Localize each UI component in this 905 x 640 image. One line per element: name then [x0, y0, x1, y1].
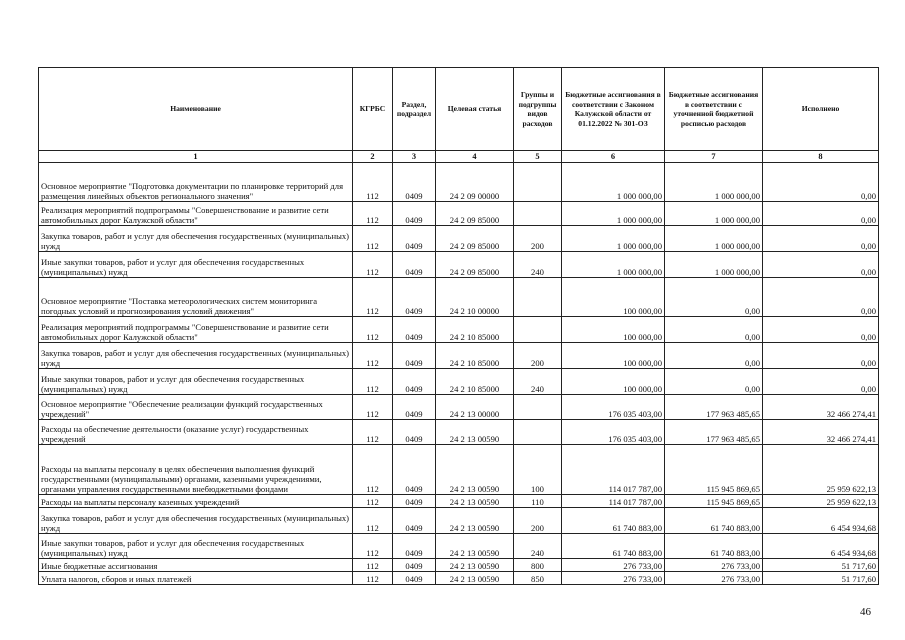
row-section: 0409 — [393, 202, 436, 226]
row-name: Реализация мероприятий подпрограммы "Совершенствование и развитие сети автомобильных дорог Калужской области" — [39, 317, 353, 343]
row-name: Реализация мероприятий подпрограммы "Совершенствование и развитие сети автомобильных дорог Калужской области" — [39, 202, 353, 226]
row-executed-amount: 32 466 274,41 — [763, 420, 879, 445]
row-group: 240 — [514, 369, 562, 395]
row-section: 0409 — [393, 252, 436, 278]
row-target: 24 2 09 85000 — [436, 252, 514, 278]
row-group: 800 — [514, 559, 562, 572]
row-name: Закупка товаров, работ и услуг для обеспечения государственных (муниципальных) нужд — [39, 343, 353, 369]
row-group: 240 — [514, 252, 562, 278]
row-name: Закупка товаров, работ и услуг для обеспечения государственных (муниципальных) нужд — [39, 226, 353, 252]
row-refined-amount: 276 733,00 — [665, 572, 763, 585]
header-name: Наименование — [39, 68, 353, 151]
row-section: 0409 — [393, 559, 436, 572]
row-section: 0409 — [393, 395, 436, 420]
table-row — [39, 445, 879, 495]
row-kgrbs: 112 — [353, 395, 393, 420]
row-name: Расходы на выплаты персоналу казенных учреждений — [39, 495, 353, 508]
row-refined-amount: 61 740 883,00 — [665, 534, 763, 559]
table-row — [39, 343, 879, 369]
row-refined-amount: 61 740 883,00 — [665, 508, 763, 534]
row-group: 200 — [514, 226, 562, 252]
table-row — [39, 202, 879, 226]
row-refined-amount: 1 000 000,00 — [665, 252, 763, 278]
row-kgrbs: 112 — [353, 252, 393, 278]
row-kgrbs: 112 — [353, 559, 393, 572]
row-kgrbs: 112 — [353, 317, 393, 343]
row-target: 24 2 09 00000 — [436, 163, 514, 202]
row-executed-amount: 0,00 — [763, 317, 879, 343]
header-row — [39, 68, 879, 151]
row-law-amount: 61 740 883,00 — [562, 508, 665, 534]
row-section: 0409 — [393, 278, 436, 317]
table-row — [39, 278, 879, 317]
row-group — [514, 395, 562, 420]
row-kgrbs: 112 — [353, 420, 393, 445]
row-law-amount: 100 000,00 — [562, 369, 665, 395]
row-refined-amount: 276 733,00 — [665, 559, 763, 572]
row-kgrbs: 112 — [353, 343, 393, 369]
row-executed-amount: 0,00 — [763, 202, 879, 226]
row-name: Иные закупки товаров, работ и услуг для обеспечения государственных (муниципальных) нужд — [39, 369, 353, 395]
row-kgrbs: 112 — [353, 572, 393, 585]
row-law-amount: 176 035 403,00 — [562, 395, 665, 420]
row-refined-amount: 177 963 485,65 — [665, 420, 763, 445]
row-executed-amount: 6 454 934,68 — [763, 534, 879, 559]
row-refined-amount: 0,00 — [665, 278, 763, 317]
row-group: 110 — [514, 495, 562, 508]
row-executed-amount: 0,00 — [763, 343, 879, 369]
table-row — [39, 226, 879, 252]
row-executed-amount: 0,00 — [763, 252, 879, 278]
header-groups: Группы и подгруппы видов расходов — [514, 68, 562, 151]
page-number: 46 — [860, 606, 871, 618]
row-target: 24 2 09 85000 — [436, 202, 514, 226]
table-row — [39, 317, 879, 343]
column-number-row — [39, 151, 879, 163]
row-name: Иные бюджетные ассигнования — [39, 559, 353, 572]
row-refined-amount: 115 945 869,65 — [665, 445, 763, 495]
header-executed: Исполнено — [763, 68, 879, 151]
table-row — [39, 559, 879, 572]
table-row — [39, 572, 879, 585]
row-executed-amount: 51 717,60 — [763, 572, 879, 585]
row-section: 0409 — [393, 369, 436, 395]
row-refined-amount: 1 000 000,00 — [665, 226, 763, 252]
row-executed-amount: 0,00 — [763, 163, 879, 202]
header-target: Целевая статья — [436, 68, 514, 151]
row-target: 24 2 09 85000 — [436, 226, 514, 252]
row-law-amount: 114 017 787,00 — [562, 495, 665, 508]
row-group: 240 — [514, 534, 562, 559]
row-refined-amount: 1 000 000,00 — [665, 202, 763, 226]
row-refined-amount: 0,00 — [665, 343, 763, 369]
row-law-amount: 100 000,00 — [562, 317, 665, 343]
col-number: 6 — [562, 151, 665, 163]
table-body — [39, 163, 879, 585]
row-name: Закупка товаров, работ и услуг для обеспечения государственных (муниципальных) нужд — [39, 508, 353, 534]
row-target: 24 2 13 00590 — [436, 559, 514, 572]
row-name: Расходы на выплаты персоналу в целях обеспечения выполнения функций государственными (муниципальными) органами, казенными учреждениями, органами управления государственными внебюджетными фондами — [39, 445, 353, 495]
row-target: 24 2 13 00590 — [436, 495, 514, 508]
col-number: 4 — [436, 151, 514, 163]
row-target: 24 2 10 85000 — [436, 343, 514, 369]
row-law-amount: 276 733,00 — [562, 572, 665, 585]
row-target: 24 2 10 85000 — [436, 369, 514, 395]
table-row — [39, 534, 879, 559]
row-target: 24 2 13 00590 — [436, 534, 514, 559]
row-refined-amount: 177 963 485,65 — [665, 395, 763, 420]
table-row — [39, 252, 879, 278]
row-executed-amount: 0,00 — [763, 369, 879, 395]
table-row — [39, 495, 879, 508]
row-law-amount: 1 000 000,00 — [562, 226, 665, 252]
row-section: 0409 — [393, 508, 436, 534]
budget-table — [38, 67, 879, 585]
row-section: 0409 — [393, 343, 436, 369]
row-group — [514, 420, 562, 445]
col-number: 7 — [665, 151, 763, 163]
row-target: 24 2 13 00590 — [436, 572, 514, 585]
row-group: 200 — [514, 343, 562, 369]
row-target: 24 2 13 00590 — [436, 445, 514, 495]
col-number: 2 — [353, 151, 393, 163]
header-kgrbs: КГРБС — [353, 68, 393, 151]
row-law-amount: 61 740 883,00 — [562, 534, 665, 559]
row-refined-amount: 0,00 — [665, 369, 763, 395]
table-row — [39, 395, 879, 420]
header-section: Раздел, подраздел — [393, 68, 436, 151]
row-group: 200 — [514, 508, 562, 534]
row-executed-amount: 0,00 — [763, 278, 879, 317]
row-section: 0409 — [393, 420, 436, 445]
row-name: Расходы на обеспечение деятельности (оказание услуг) государственных учреждений — [39, 420, 353, 445]
col-number: 1 — [39, 151, 353, 163]
row-kgrbs: 112 — [353, 163, 393, 202]
row-kgrbs: 112 — [353, 508, 393, 534]
row-law-amount: 100 000,00 — [562, 278, 665, 317]
header-law: Бюджетные ассигнования в соответствии с Законом Калужской области от 01.12.2022 № 301-ОЗ — [562, 68, 665, 151]
row-group — [514, 317, 562, 343]
row-law-amount: 1 000 000,00 — [562, 252, 665, 278]
row-target: 24 2 10 00000 — [436, 278, 514, 317]
header-refined: Бюджетные ассигнования в соответствии с уточненной бюджетной росписью расходов — [665, 68, 763, 151]
row-section: 0409 — [393, 445, 436, 495]
row-law-amount: 276 733,00 — [562, 559, 665, 572]
row-name: Основное мероприятие "Подготовка документации по планировке территорий для размещения линейных объектов регионального значения" — [39, 163, 353, 202]
row-group: 100 — [514, 445, 562, 495]
row-group — [514, 202, 562, 226]
row-executed-amount: 0,00 — [763, 226, 879, 252]
table-row — [39, 369, 879, 395]
row-target: 24 2 13 00590 — [436, 508, 514, 534]
row-law-amount: 114 017 787,00 — [562, 445, 665, 495]
row-kgrbs: 112 — [353, 226, 393, 252]
row-section: 0409 — [393, 534, 436, 559]
row-group — [514, 163, 562, 202]
row-target: 24 2 13 00000 — [436, 395, 514, 420]
row-refined-amount: 1 000 000,00 — [665, 163, 763, 202]
row-kgrbs: 112 — [353, 278, 393, 317]
budget-table-container — [38, 67, 878, 585]
table-row — [39, 163, 879, 202]
row-section: 0409 — [393, 163, 436, 202]
row-section: 0409 — [393, 317, 436, 343]
row-section: 0409 — [393, 226, 436, 252]
row-group — [514, 278, 562, 317]
row-executed-amount: 51 717,60 — [763, 559, 879, 572]
row-name: Основное мероприятие "Обеспечение реализации функций государственных учреждений" — [39, 395, 353, 420]
row-law-amount: 1 000 000,00 — [562, 202, 665, 226]
row-section: 0409 — [393, 495, 436, 508]
row-section: 0409 — [393, 572, 436, 585]
row-law-amount: 100 000,00 — [562, 343, 665, 369]
col-number: 8 — [763, 151, 879, 163]
row-refined-amount: 115 945 869,65 — [665, 495, 763, 508]
row-target: 24 2 10 85000 — [436, 317, 514, 343]
row-executed-amount: 6 454 934,68 — [763, 508, 879, 534]
row-kgrbs: 112 — [353, 534, 393, 559]
row-kgrbs: 112 — [353, 445, 393, 495]
col-number: 3 — [393, 151, 436, 163]
col-number: 5 — [514, 151, 562, 163]
row-kgrbs: 112 — [353, 369, 393, 395]
row-kgrbs: 112 — [353, 202, 393, 226]
row-law-amount: 1 000 000,00 — [562, 163, 665, 202]
row-kgrbs: 112 — [353, 495, 393, 508]
row-group: 850 — [514, 572, 562, 585]
row-target: 24 2 13 00590 — [436, 420, 514, 445]
row-name: Основное мероприятие "Поставка метеорологических систем мониторинга погодных условий и прогнозирования условий движения" — [39, 278, 353, 317]
row-law-amount: 176 035 403,00 — [562, 420, 665, 445]
row-name: Иные закупки товаров, работ и услуг для обеспечения государственных (муниципальных) нужд — [39, 534, 353, 559]
row-executed-amount: 32 466 274,41 — [763, 395, 879, 420]
row-executed-amount: 25 959 622,13 — [763, 445, 879, 495]
table-row — [39, 508, 879, 534]
row-name: Иные закупки товаров, работ и услуг для обеспечения государственных (муниципальных) нужд — [39, 252, 353, 278]
row-name: Уплата налогов, сборов и иных платежей — [39, 572, 353, 585]
row-executed-amount: 25 959 622,13 — [763, 495, 879, 508]
row-refined-amount: 0,00 — [665, 317, 763, 343]
table-row — [39, 420, 879, 445]
